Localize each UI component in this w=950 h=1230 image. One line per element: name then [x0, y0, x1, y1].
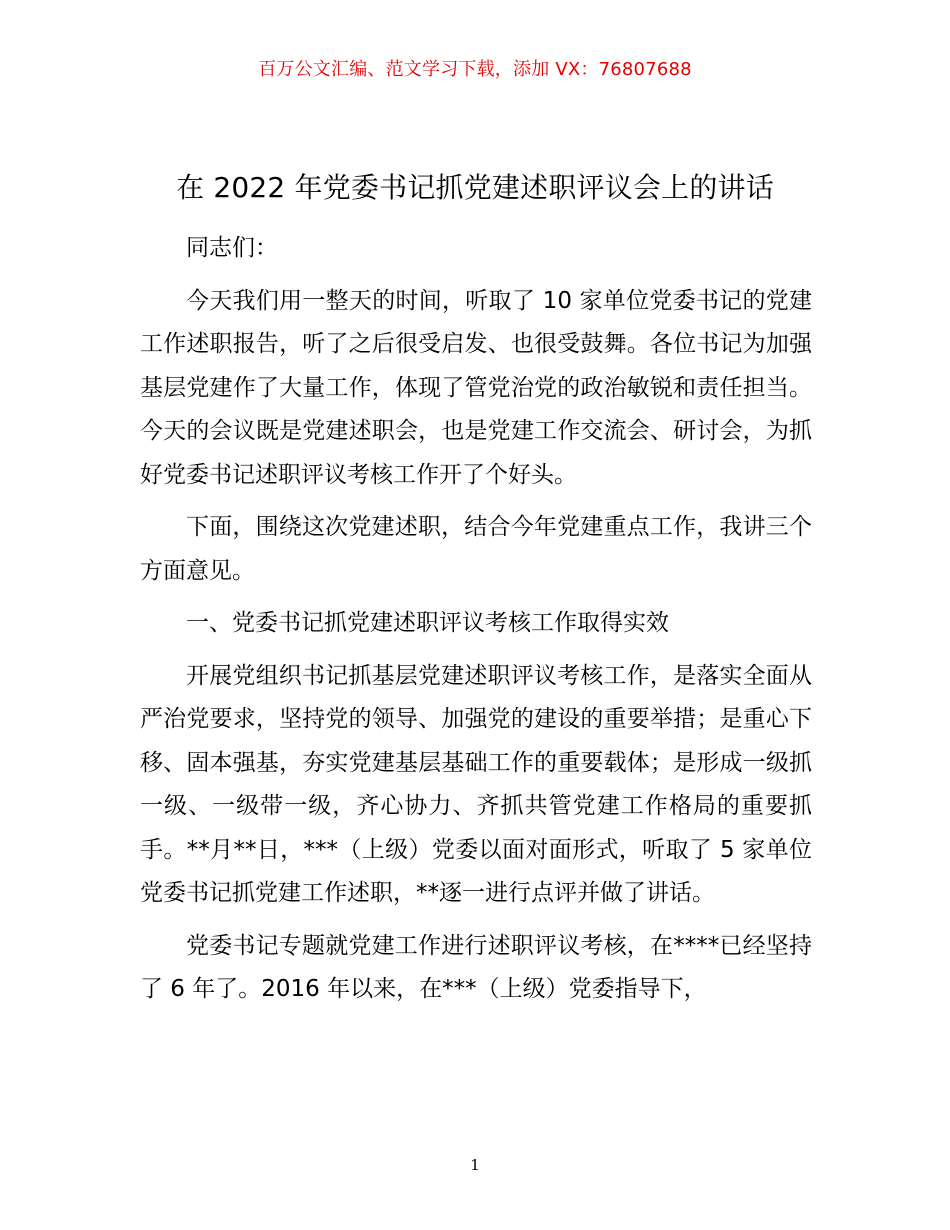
promo-header-banner: 百万公文汇编、范文学习下载，添加 VX：76807688 [258, 59, 692, 80]
document-body [140, 227, 812, 1021]
document-title: 在 2022 年党委书记抓党建述职评议会上的讲话 [176, 171, 774, 204]
section-heading: 一、党委书记抓党建述职评议考核工作取得实效 [186, 610, 669, 636]
body-paragraph: 下面，围绕这次党建述职，结合今年党建重点工作，我讲三个方面意见。 [140, 514, 812, 584]
body-paragraph: 今天我们用一整天的时间，听取了 10 家单位党委书记的党建工作述职报告，听了之后很受启发、也很受鼓舞。各位书记为加强基层党建作了大量工作，体现了管党治党的政治敏锐和责任担当。今天的会议既是党建述职会，也是党建工作交流会、研讨会，为抓好党委书记述职评议考核工作开了个好头。 [140, 287, 812, 488]
page-number: 1 [470, 1156, 480, 1174]
body-paragraph: 党委书记专题就党建工作进行述职评议考核，在****已经坚持了 6 年了。2016 年以来，在***（上级）党委指导下， [140, 932, 812, 1002]
salutation-paragraph: 同志们： [186, 235, 278, 261]
body-paragraph: 开展党组织书记抓基层党建述职评议考核工作，是落实全面从严治党要求，坚持党的领导、加强党的建设的重要举措；是重心下移、固本强基，夯实党建基层基础工作的重要载体；是形成一级抓一级、一级带一级，齐心协力、齐抓共管党建工作格局的重要抓手。**月**日，***（上级）党委以面对面形式，听取了 5 家单位党委书记抓党建工作述职，**逐一进行点评并做了讲话。 [140, 662, 812, 906]
